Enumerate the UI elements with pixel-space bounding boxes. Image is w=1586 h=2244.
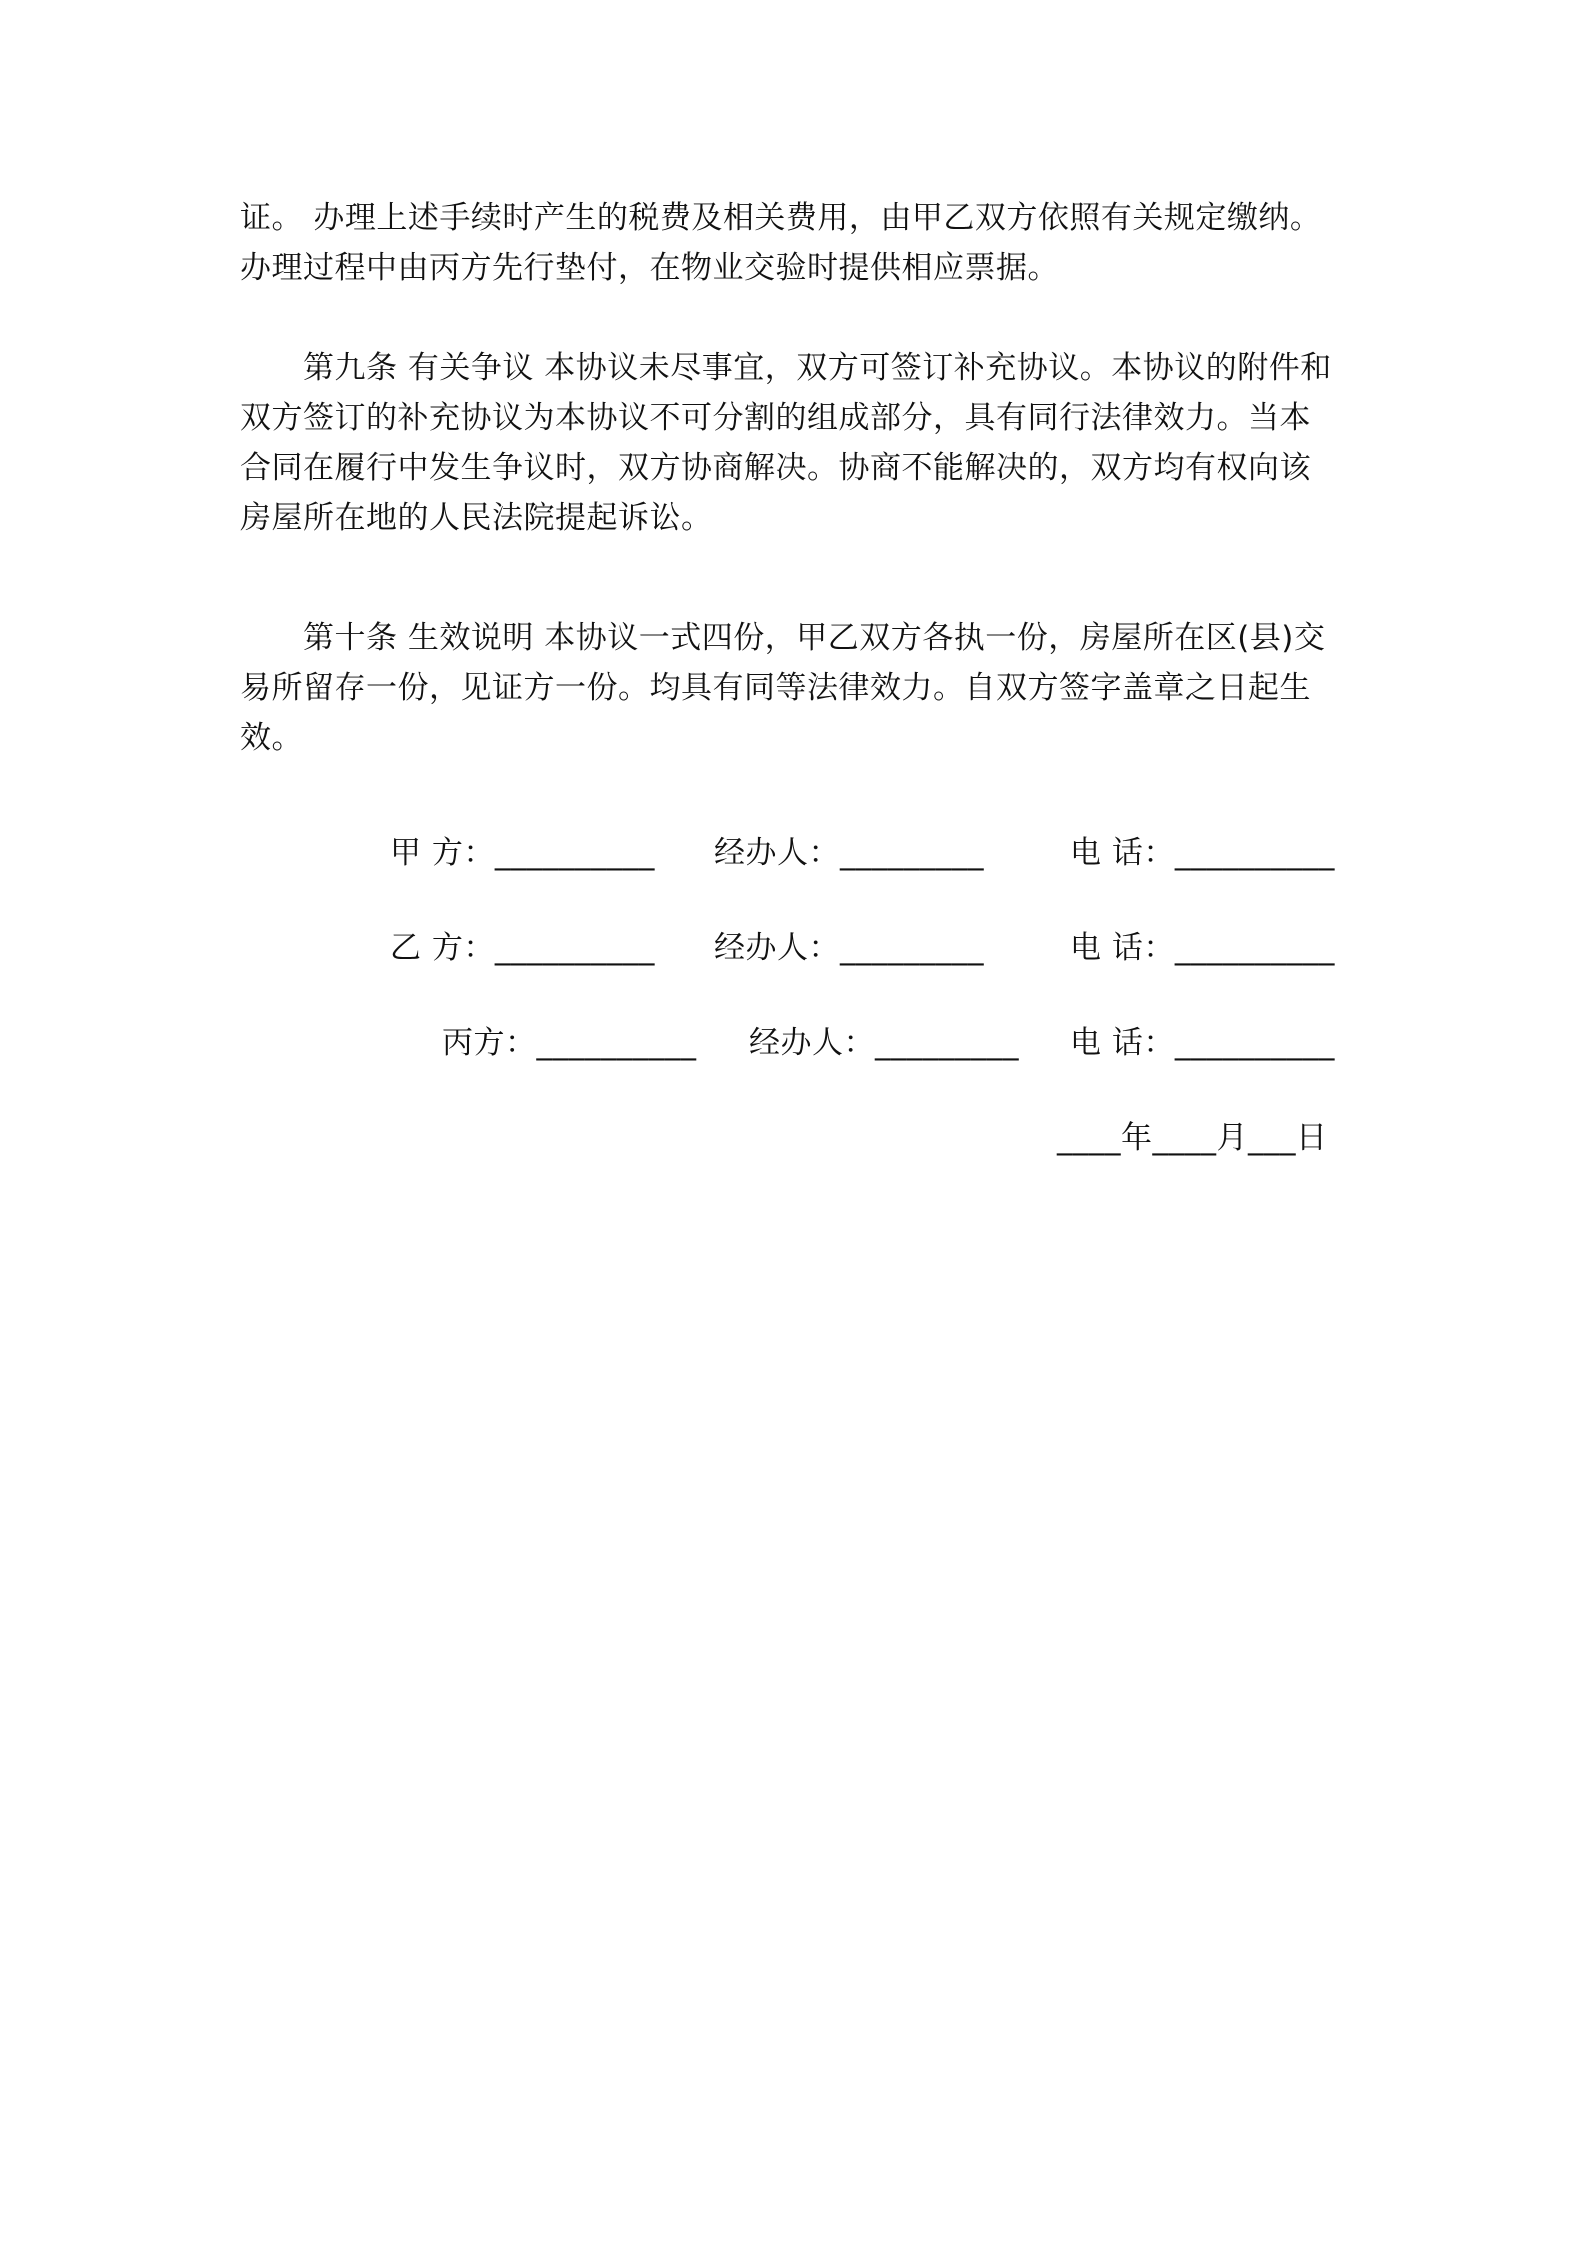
text-line: 合同在履行中发生争议时，双方协商解决。协商不能解决的，双方均有权向该: [240, 450, 1311, 486]
paragraph-article-9-disputes: [240, 343, 1355, 543]
text-line: 第九条 有关争议 本协议未尽事宜，双方可签订补充协议。本协议的附件和: [303, 350, 1332, 386]
party-b-agent-field: 经办人：_________: [714, 930, 984, 966]
text-line: 证。 办理上述手续时产生的税费及相关费用，由甲乙双方依照有关规定缴纳。: [240, 200, 1322, 236]
party-a-field: 甲 方：__________: [390, 835, 655, 871]
party-c-field: 丙方：__________: [442, 1025, 697, 1061]
text-line: 房屋所在地的人民法院提起诉讼。: [240, 500, 713, 536]
party-a-phone-field: 电 话：__________: [1070, 835, 1335, 871]
signing-date: ____年____月___日: [1057, 1120, 1328, 1156]
paragraph-article-10-effectiveness: [240, 613, 1355, 763]
party-b-phone-field: 电 话：__________: [1070, 930, 1335, 966]
text-line: 双方签订的补充协议为本协议不可分割的组成部分，具有同行法律效力。当本: [240, 400, 1311, 436]
party-b-field: 乙 方：__________: [390, 930, 655, 966]
paragraph-closing-procedures: [240, 193, 1355, 293]
text-line: 第十条 生效说明 本协议一式四份，甲乙双方各执一份，房屋所在区(县)交: [303, 620, 1326, 656]
text-line: 效。: [240, 720, 303, 756]
party-a-agent-field: 经办人：_________: [714, 835, 984, 871]
text-line: 易所留存一份，见证方一份。均具有同等法律效力。自双方签字盖章之日起生: [240, 670, 1311, 706]
text-line: 办理过程中由丙方先行垫付，在物业交验时提供相应票据。: [240, 250, 1059, 286]
party-c-phone-field: 电 话：__________: [1070, 1025, 1335, 1061]
party-c-agent-field: 经办人：_________: [749, 1025, 1019, 1061]
